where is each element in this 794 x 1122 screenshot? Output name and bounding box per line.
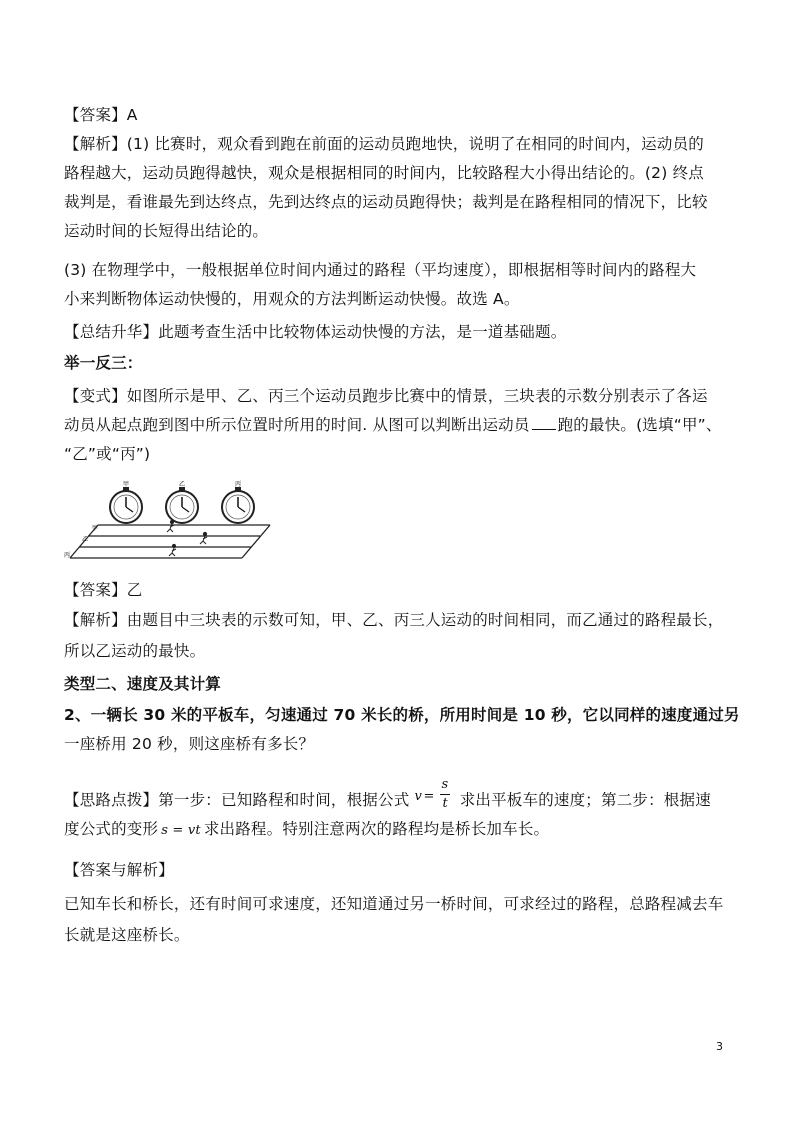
analysis-line-2: 路程越大，运动员跑得越快，观众是根据相同的时间内，比较路程大小得出结论的。(2) 终点: [64, 164, 704, 182]
hint-line-2: [64, 819, 549, 841]
analysis-line-3: 裁判是，看谁最先到达终点，先到达终点的运动员跑得快；裁判是在路程相同的情况下，比较: [64, 193, 708, 211]
variant-question-text-b: 跑的最快。(选填“甲”、: [557, 416, 722, 434]
race-figure: [62, 478, 272, 568]
section-heading-practice: 举一反三：: [64, 354, 143, 372]
formula-v-equals-s-over-t: v = s t: [414, 777, 449, 811]
page-number: 3: [716, 1040, 723, 1053]
watch-label-bing: 丙: [234, 481, 242, 488]
lane-label-yi: 乙: [82, 536, 89, 543]
formula-s-equals-vt: s = vt: [161, 823, 201, 838]
lane-label-jia: 甲: [92, 525, 99, 532]
analysis-line-5: (3) 在物理学中，一般根据单位时间内通过的路程（平均速度），即根据相等时间内的路程大: [64, 261, 697, 279]
variant-analysis-line-1: 【解析】由题目中三块表的示数可知，甲、乙、丙三人运动的时间相同，而乙通过的路程最长，: [64, 611, 724, 629]
variant-question-line-1: 【变式】如图所示是甲、乙、丙三个运动员跑步比赛中的情景，三块表的示数分别表示了各运: [64, 387, 708, 405]
stopwatch-bing: [222, 481, 254, 523]
hint-text-b: 求出平板车的速度；第二步：根据速: [459, 791, 711, 809]
question-2-line-1: [64, 705, 740, 725]
solution-line-1: 已知车长和桥长，还有时间可求速度，还知道通过另一桥时间，可求经过的路程，总路程减去车: [64, 895, 724, 913]
analysis-line-6: 小来判断物体运动快慢的，用观众的方法判断运动快慢。故选 A。: [64, 290, 520, 308]
variant-analysis-line-2: 所以乙运动的最快。: [64, 642, 206, 660]
section-heading-type2: 类型二、速度及其计算: [64, 675, 222, 693]
hint-text-c: 度公式的变形: [64, 820, 159, 838]
summary-line: 【总结升华】此题考查生活中比较物体运动快慢的方法，是一道基础题。: [64, 323, 567, 341]
stopwatch-jia: [110, 480, 142, 523]
watch-label-jia: 甲: [122, 481, 130, 488]
runner-yi: [200, 532, 207, 544]
variant-question-text-a: 动员从起点跑到图中所示位置时所用的时间. 从图可以判断出运动员: [64, 416, 530, 434]
hint-line-1: [64, 777, 711, 811]
runner-jia: [167, 520, 174, 532]
hint-text-a: 【思路点拨】第一步：已知路程和时间，根据公式: [64, 791, 410, 809]
hint-text-d: 求出路程。特别注意两次的路程均是桥长加车长。: [203, 820, 550, 838]
question-2-text: 2、一辆长 30 米的平板车，匀速通过 70 米长的桥，所用时间是 10 秒，它以同样的速度通过另: [64, 706, 740, 724]
lane-label-bing: 丙: [64, 552, 71, 559]
variant-answer: 【答案】乙: [64, 581, 143, 599]
variant-question-line-2: [64, 415, 722, 435]
stopwatch-yi: [166, 481, 198, 523]
runner-bing: [169, 544, 176, 556]
answer-analysis-heading: 【答案与解析】: [64, 861, 174, 879]
analysis-line-4: 运动时间的长短得出结论的。: [64, 222, 269, 240]
variant-question-line-3: “乙”或“丙”): [64, 445, 151, 463]
running-track: [64, 524, 270, 559]
answer-blank: [532, 415, 556, 430]
question-2-line-2: 一座桥用 20 秒，则这座桥有多长？: [64, 735, 315, 753]
solution-line-2: 长就是这座桥长。: [64, 926, 190, 944]
watch-label-yi: 乙: [178, 481, 186, 488]
answer-1: 【答案】A: [64, 106, 138, 124]
analysis-line-1: 【解析】(1) 比赛时，观众看到跑在前面的运动员跑地快，说明了在相同的时间内，运动员的: [64, 135, 704, 153]
